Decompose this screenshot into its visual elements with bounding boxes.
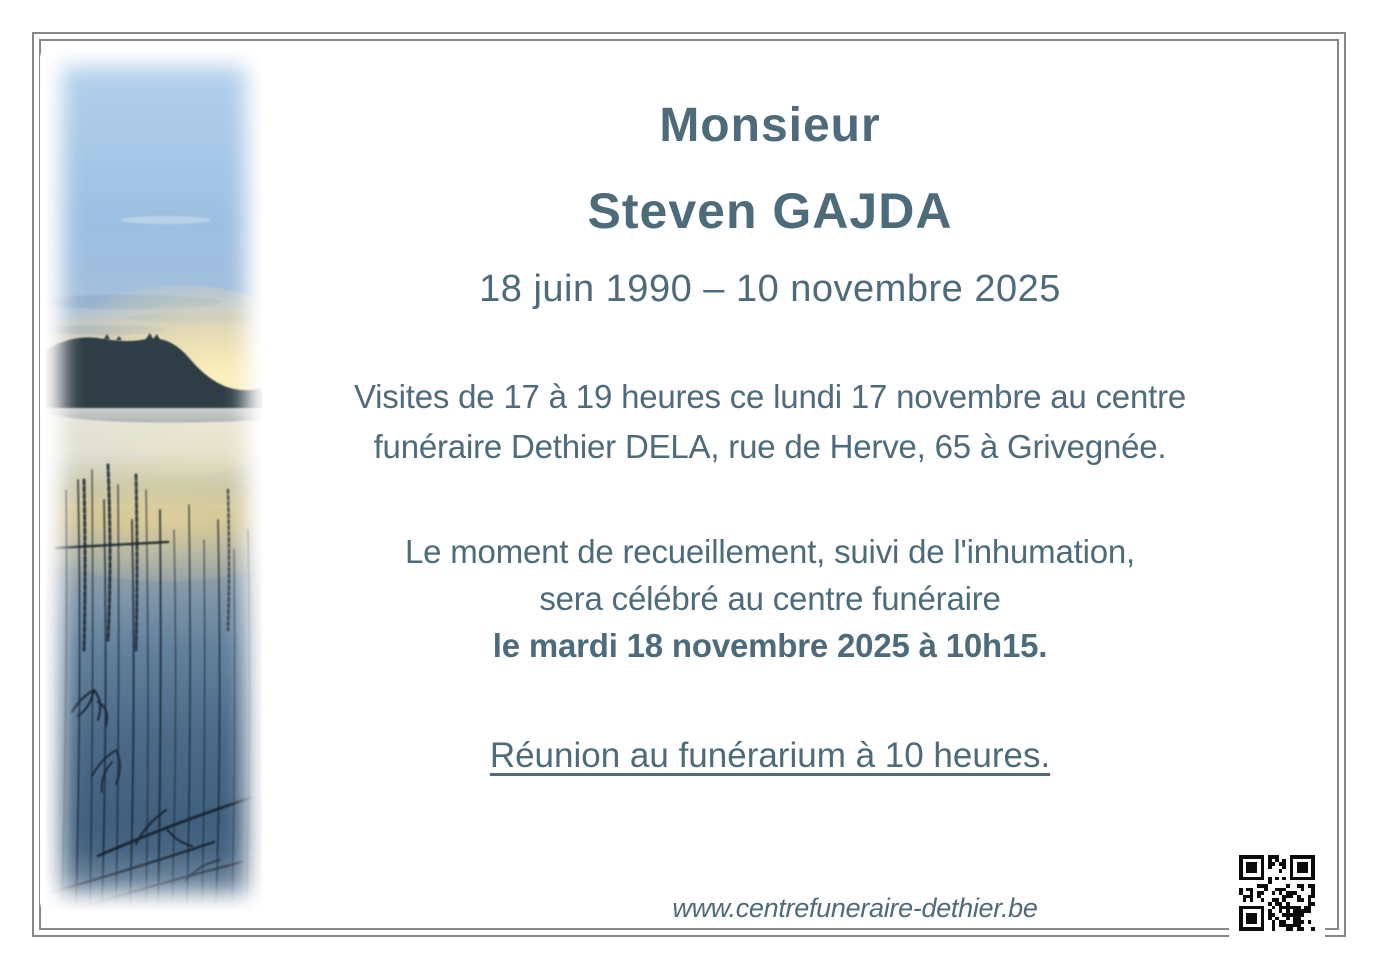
visitation-line-1: Visites de 17 à 19 heures ce lundi 17 novembre au centre xyxy=(353,378,1187,415)
qr-code-box xyxy=(1229,845,1325,941)
website-url: www.centrefuneraire-dethier.be xyxy=(672,893,1038,923)
title-salutation: Monsieur xyxy=(659,99,881,152)
announcement-text xyxy=(270,0,1270,971)
ceremony-line-1: Le moment de recueillement, suivi de l'inhumation, xyxy=(404,533,1136,570)
deceased-name: Steven GAJDA xyxy=(587,183,953,239)
ceremony-paragraph xyxy=(270,528,1270,669)
ceremony-line-3: le mardi 18 novembre 2025 à 10h15. xyxy=(492,627,1048,664)
visitation-line-2: funéraire Dethier DELA, rue de Herve, 65 à Grivegnée. xyxy=(373,428,1167,465)
life-dates: 18 juin 1990 – 10 novembre 2025 xyxy=(479,268,1061,310)
qr-code-icon xyxy=(1239,855,1315,931)
memorial-photo xyxy=(46,50,262,910)
visitation-paragraph xyxy=(270,372,1270,472)
ceremony-line-2: sera célébré au centre funéraire xyxy=(539,580,1001,617)
reunion-note: Réunion au funérarium à 10 heures. xyxy=(489,736,1051,775)
lake-sunrise-photo xyxy=(46,50,262,910)
